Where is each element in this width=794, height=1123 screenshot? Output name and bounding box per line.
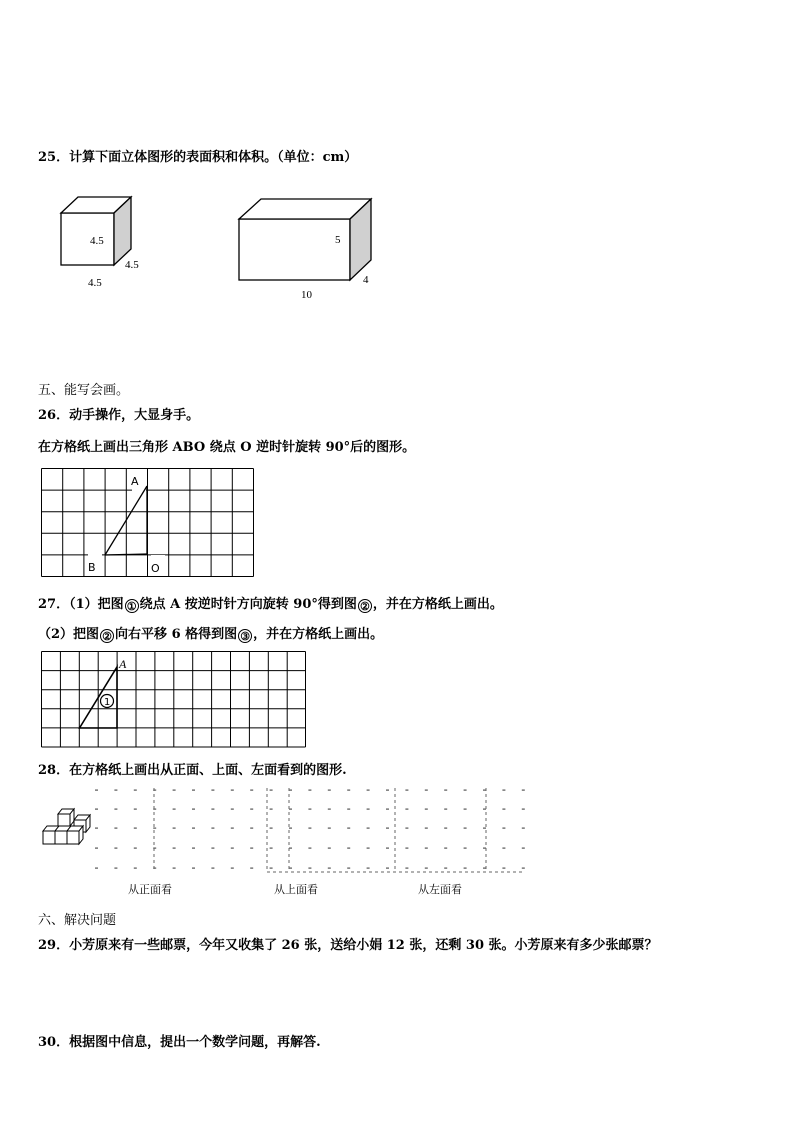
grid-dot bbox=[483, 828, 486, 829]
cuboid-depth-label: 4 bbox=[363, 274, 369, 286]
grid-dot bbox=[211, 790, 214, 791]
grid-dot bbox=[192, 809, 195, 810]
grid-dot bbox=[250, 809, 253, 810]
grid-dot bbox=[328, 828, 331, 829]
grid-dot bbox=[347, 868, 350, 869]
grid-dot bbox=[405, 809, 408, 810]
question-27-part1: 27．（1）把图 ① 绕点 A 按逆时针方向旋转 90°得到图 ② ，并在方格纸上画出。 bbox=[38, 597, 503, 613]
grid-dot bbox=[386, 868, 389, 869]
figure-2-marker: ② bbox=[100, 629, 114, 643]
grid-dot bbox=[522, 848, 525, 849]
grid-dot bbox=[114, 828, 117, 829]
cube-figure bbox=[40, 195, 160, 295]
grid-dot bbox=[134, 848, 137, 849]
cube-front-label: 4.5 bbox=[90, 235, 104, 247]
question-25: 25．计算下面立体图形的表面积和体积。（单位：cm） bbox=[38, 150, 358, 165]
grid-dot bbox=[328, 790, 331, 791]
grid-dot bbox=[328, 848, 331, 849]
grid-dot bbox=[95, 868, 98, 869]
question-29: 29．小芳原来有一些邮票，今年又收集了 26 张，送给小娟 12 张，还剩 30 张。小芳原来有多少张邮票？ bbox=[38, 938, 658, 953]
grid-dot bbox=[134, 790, 137, 791]
grid-dot bbox=[95, 790, 98, 791]
grid-dot bbox=[367, 809, 370, 810]
cube-front-face bbox=[61, 213, 114, 265]
section-6-heading: 六、解决问题 bbox=[38, 913, 117, 928]
grid-dot bbox=[502, 828, 505, 829]
grid-dot bbox=[192, 848, 195, 849]
grid-dot bbox=[367, 848, 370, 849]
grid-dot bbox=[270, 868, 273, 869]
grid-dot bbox=[173, 790, 176, 791]
grid-dot bbox=[231, 790, 234, 791]
grid-dot bbox=[153, 828, 156, 829]
cube-stack-figure bbox=[40, 806, 92, 850]
grid-dot bbox=[95, 809, 98, 810]
grid-dot bbox=[250, 848, 253, 849]
grid-dot bbox=[405, 868, 408, 869]
grid-dot bbox=[464, 868, 467, 869]
grid-dot bbox=[114, 848, 117, 849]
cube-bottom-label: 4.5 bbox=[88, 277, 102, 289]
grid-dot bbox=[502, 868, 505, 869]
grid-dot bbox=[367, 868, 370, 869]
grid-dot bbox=[367, 828, 370, 829]
grid-dot bbox=[464, 790, 467, 791]
grid-dot bbox=[211, 848, 214, 849]
grid-dot bbox=[95, 848, 98, 849]
cuboid-front-face bbox=[239, 219, 350, 280]
cuboid-top-face bbox=[239, 199, 371, 219]
grid-dot bbox=[522, 790, 525, 791]
grid-dot bbox=[405, 790, 408, 791]
grid-dot bbox=[173, 828, 176, 829]
grid-dot bbox=[270, 809, 273, 810]
grid-dot bbox=[502, 809, 505, 810]
grid-dot bbox=[250, 790, 253, 791]
grid-dot bbox=[444, 848, 447, 849]
grid-dot bbox=[192, 868, 195, 869]
grid-dot bbox=[444, 790, 447, 791]
grid-dot bbox=[231, 828, 234, 829]
grid-dot bbox=[464, 809, 467, 810]
grid-dot bbox=[464, 848, 467, 849]
grid-dot bbox=[405, 848, 408, 849]
grid-dot bbox=[308, 809, 311, 810]
grid-dot bbox=[347, 848, 350, 849]
grid-dot bbox=[95, 828, 98, 829]
grid-dot bbox=[386, 828, 389, 829]
cuboid-figure bbox=[235, 196, 385, 306]
grid-dot bbox=[502, 848, 505, 849]
cube-side-label: 4.5 bbox=[125, 259, 139, 271]
point-a-label: A bbox=[131, 475, 139, 488]
grid-dot bbox=[347, 790, 350, 791]
grid-dot bbox=[270, 828, 273, 829]
grid-dot bbox=[367, 790, 370, 791]
question-27-part2: （2）把图 ② 向右平移 6 格得到图 ③ ，并在方格纸上画出。 bbox=[38, 627, 384, 643]
figure-2-marker: ② bbox=[358, 599, 372, 613]
grid-dot bbox=[270, 790, 273, 791]
grid-dot bbox=[289, 828, 292, 829]
grid-dot bbox=[173, 809, 176, 810]
grid-dot bbox=[522, 828, 525, 829]
grid-dot bbox=[134, 828, 137, 829]
grid-dot bbox=[173, 848, 176, 849]
question-26-title: 26．动手操作，大显身手。 bbox=[38, 408, 200, 423]
caption-top-view: 从上面看 bbox=[274, 883, 318, 896]
grid-dot bbox=[386, 848, 389, 849]
caption-left-view: 从左面看 bbox=[418, 883, 462, 896]
figure-1-marker: ① bbox=[125, 599, 139, 613]
grid-dot bbox=[114, 868, 117, 869]
grid-dot bbox=[250, 828, 253, 829]
grid-dot bbox=[134, 868, 137, 869]
grid-dot bbox=[231, 848, 234, 849]
cuboid-height-label: 5 bbox=[335, 234, 341, 246]
grid-dot bbox=[347, 809, 350, 810]
grid-dot bbox=[347, 828, 350, 829]
grid-dot bbox=[211, 868, 214, 869]
point-b-label: B bbox=[88, 561, 96, 574]
grid-dot bbox=[444, 868, 447, 869]
grid-dot bbox=[173, 868, 176, 869]
dot-grid-q28 bbox=[92, 786, 528, 896]
grid-dot bbox=[425, 828, 428, 829]
grid-dot bbox=[425, 868, 428, 869]
grid-dot bbox=[308, 848, 311, 849]
grid-dot bbox=[192, 828, 195, 829]
figure-1-label: 1 bbox=[104, 697, 111, 708]
grid-dot bbox=[308, 828, 311, 829]
grid-dot bbox=[211, 828, 214, 829]
grid-dot bbox=[502, 790, 505, 791]
grid-dot bbox=[192, 790, 195, 791]
caption-front-view: 从正面看 bbox=[128, 883, 172, 896]
grid-dot bbox=[386, 809, 389, 810]
grid-dot bbox=[425, 809, 428, 810]
grid-dot bbox=[444, 828, 447, 829]
question-26-instruction: 在方格纸上画出三角形 ABO 绕点 O 逆时针旋转 90°后的图形。 bbox=[38, 440, 416, 455]
grid-dot bbox=[231, 868, 234, 869]
grid-q27 bbox=[41, 651, 306, 748]
point-o-label: O bbox=[151, 562, 160, 575]
grid-dot bbox=[328, 868, 331, 869]
grid-dot bbox=[444, 809, 447, 810]
cuboid-length-label: 10 bbox=[301, 289, 312, 301]
grid-dot bbox=[522, 809, 525, 810]
section-5-heading: 五、能写会画。 bbox=[38, 383, 130, 398]
grid-q26 bbox=[41, 468, 254, 578]
grid-dot bbox=[328, 809, 331, 810]
grid-dot bbox=[211, 809, 214, 810]
grid-dot bbox=[425, 790, 428, 791]
point-a-label: A bbox=[119, 657, 127, 671]
grid-dot bbox=[134, 809, 137, 810]
grid-dot bbox=[386, 790, 389, 791]
grid-dot bbox=[114, 790, 117, 791]
grid-dot bbox=[308, 868, 311, 869]
question-28: 28．在方格纸上画出从正面、上面、左面看到的图形. bbox=[38, 763, 347, 778]
grid-dot bbox=[425, 848, 428, 849]
grid-dot bbox=[308, 790, 311, 791]
grid-dot bbox=[231, 809, 234, 810]
question-30: 30．根据图中信息，提出一个数学问题，再解答. bbox=[38, 1035, 321, 1050]
grid-dot bbox=[270, 848, 273, 849]
grid-dot bbox=[464, 828, 467, 829]
grid-dot bbox=[114, 809, 117, 810]
grid-dot bbox=[522, 868, 525, 869]
grid-dot bbox=[250, 868, 253, 869]
figure-3-marker: ③ bbox=[238, 629, 252, 643]
grid-dot bbox=[405, 828, 408, 829]
